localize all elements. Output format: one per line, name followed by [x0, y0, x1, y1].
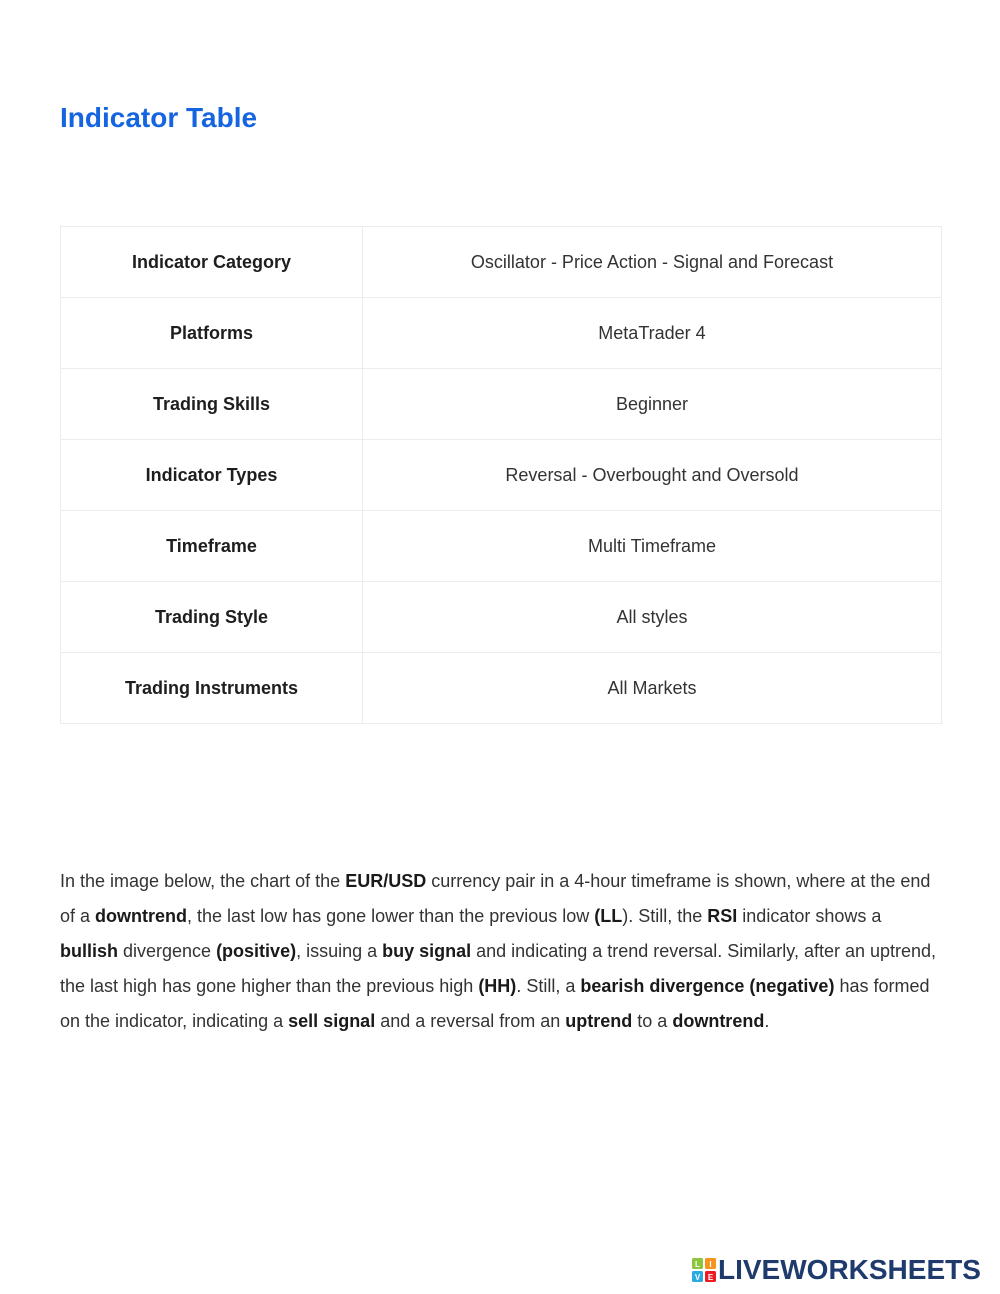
row-value: Reversal - Overbought and Oversold	[363, 440, 942, 511]
text-segment: indicator shows a	[737, 906, 882, 926]
row-label: Timeframe	[61, 511, 363, 582]
table-row	[61, 227, 942, 298]
text-segment: has formed on the indicator, indicating a	[60, 976, 930, 1031]
text-segment: In the image below, the chart of the	[60, 871, 346, 891]
text-segment: currency pair in a 4-hour timeframe is shown, where at the end of a	[60, 871, 931, 926]
row-label: Indicator Category	[61, 227, 363, 298]
bold-text: (HH)	[478, 976, 517, 996]
liveworksheets-brand[interactable]	[692, 1254, 981, 1286]
row-label: Trading Style	[61, 582, 363, 653]
bold-text: EUR/USD	[345, 871, 427, 891]
table-row	[61, 582, 942, 653]
row-value: Oscillator - Price Action - Signal and Forecast	[363, 227, 942, 298]
row-label: Trading Skills	[61, 369, 363, 440]
bold-text: bullish	[60, 941, 118, 961]
table-row	[61, 298, 942, 369]
table-row	[61, 653, 942, 724]
text-segment: .	[764, 1011, 770, 1031]
text-segment: . Still, a	[516, 976, 581, 996]
page-title: Indicator Table	[60, 102, 258, 133]
svg-text:E: E	[707, 1273, 714, 1282]
table-row	[61, 511, 942, 582]
svg-text:I: I	[709, 1260, 712, 1269]
bold-text: (LL	[594, 906, 623, 926]
bold-text: (positive)	[216, 941, 297, 961]
svg-text:L: L	[695, 1260, 700, 1269]
row-value: MetaTrader 4	[363, 298, 942, 369]
description-paragraph	[60, 864, 940, 1039]
row-label: Platforms	[61, 298, 363, 369]
text-segment: , the last low has gone lower than the previous low	[187, 906, 595, 926]
table-row	[61, 440, 942, 511]
liveworksheets-logo-icon	[692, 1258, 716, 1282]
bold-text: sell signal	[288, 1011, 376, 1031]
svg-text:V: V	[694, 1273, 701, 1282]
row-label: Indicator Types	[61, 440, 363, 511]
indicator-table	[60, 226, 942, 724]
bold-text: downtrend	[95, 906, 188, 926]
text-segment: ). Still, the	[622, 906, 708, 926]
bold-text: buy signal	[382, 941, 472, 961]
row-value: All styles	[363, 582, 942, 653]
bold-text: uptrend	[565, 1011, 633, 1031]
bold-text: bearish divergence (negative)	[580, 976, 835, 996]
text-segment: , issuing a	[296, 941, 383, 961]
row-label: Trading Instruments	[61, 653, 363, 724]
text-segment: to a	[632, 1011, 673, 1031]
table-row	[61, 369, 942, 440]
row-value: Multi Timeframe	[363, 511, 942, 582]
row-value: Beginner	[363, 369, 942, 440]
text-segment: divergence	[118, 941, 217, 961]
bold-text: RSI	[707, 906, 738, 926]
bold-text: downtrend	[672, 1011, 765, 1031]
text-segment: and indicating a trend reversal. Similarly, after an uptrend, the last high has gone higher than the previous high	[60, 941, 937, 996]
text-segment: and a reversal from an	[375, 1011, 566, 1031]
row-value: All Markets	[363, 653, 942, 724]
brand-name: LIVEWORKSHEETS	[718, 1254, 981, 1285]
